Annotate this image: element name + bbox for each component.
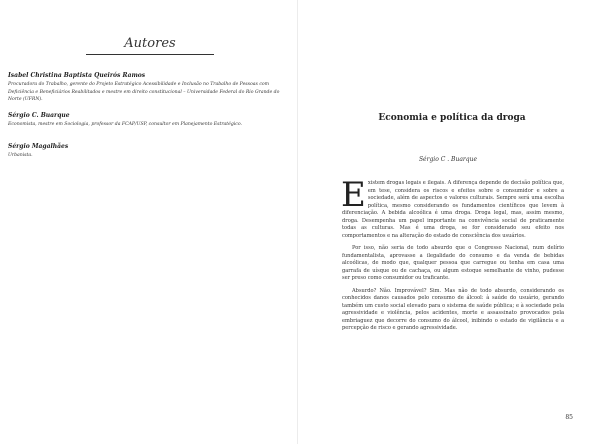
author-entry [8,143,292,160]
author-bio: Economista, mestre em Sociologia, professor da FCAP/USP, consultor em Planejamento Estratégico. [8,122,242,127]
body-paragraph [341,175,564,240]
heading-rule [86,54,214,55]
author-name: Isabel Christina Baptista Queirós Ramos [8,72,146,79]
author-entry [8,112,292,129]
article-title: Economia e política da droga [378,113,526,123]
page-number: 85 [565,414,573,421]
article-body [341,175,564,333]
author-name: Sérgio Magalhães [8,143,69,150]
article-byline: Sérgio C . Buarque [418,156,478,163]
author-entry [8,72,292,104]
drop-cap: E [341,175,366,215]
body-paragraph: Por isso, não seria de todo absurdo que o Congresso Nacional, num delírio fundamentalista, aprovasse a ilegalidade do consumo e da venda de bebidas alcoólicas, de modo que, qualquer pessoa que carregue ou tenha em casa uma garrafa de uísque ou de cachaça, ou algum estoque semelhante de vinho, pudesse ser preso como consumidor ou traficante. [342,245,564,281]
paragraph-text: xistem drogas legais e ilegais. A diferença depende de decisão política que, em tese, considera os riscos e efeitos sobre o consumidor e sobre a sociedade, além de aspectos e valores culturais. Sempre será uma escolha política, mesmo considerando os fundamentos científicos que levem à diferenciação. A bebida alcoólica é uma droga. Droga legal, mas, assim mesmo, droga. Desempenha um papel importante na convivência social de praticamente todas as culturas. Mas é uma droga, se for considerado seu efeito nos comportamentos e na alteração do estado de consciência dos usuários. [342,180,564,239]
body-paragraph: Absurdo? Não. Improvável? Sim. Mas não de todo absurdo, considerando os conhecidos danos causados pelo consumo de álcool: à saúde do usuário, gerando também um custo social elevado para o sistema de saúde pública; e à sociedade pela agressividade e violência, pelos acidentes, morte e assassinato provocados pela embriaguez que decorre do consumo do álcool, inibindo o estado de vigilância e a percepção de risco e gerando agressividade. [342,287,564,331]
left-page [0,0,292,444]
author-name: Sérgio C. Buarque [8,112,70,119]
author-bio: Urbanista. [8,153,33,158]
authors-heading: Autores [124,36,176,51]
author-bio: Procuradora do Trabalho, gerente do Projeto Estratégico Acessibilidade e Inclusão no Trabalho de Pessoas com Deficiência e Beneficiários Reabilitados e mestre em direito constitucional – Universidade Federal do Rio Grande do Norte (UFRN). [8,82,280,102]
page-gutter [297,0,298,444]
